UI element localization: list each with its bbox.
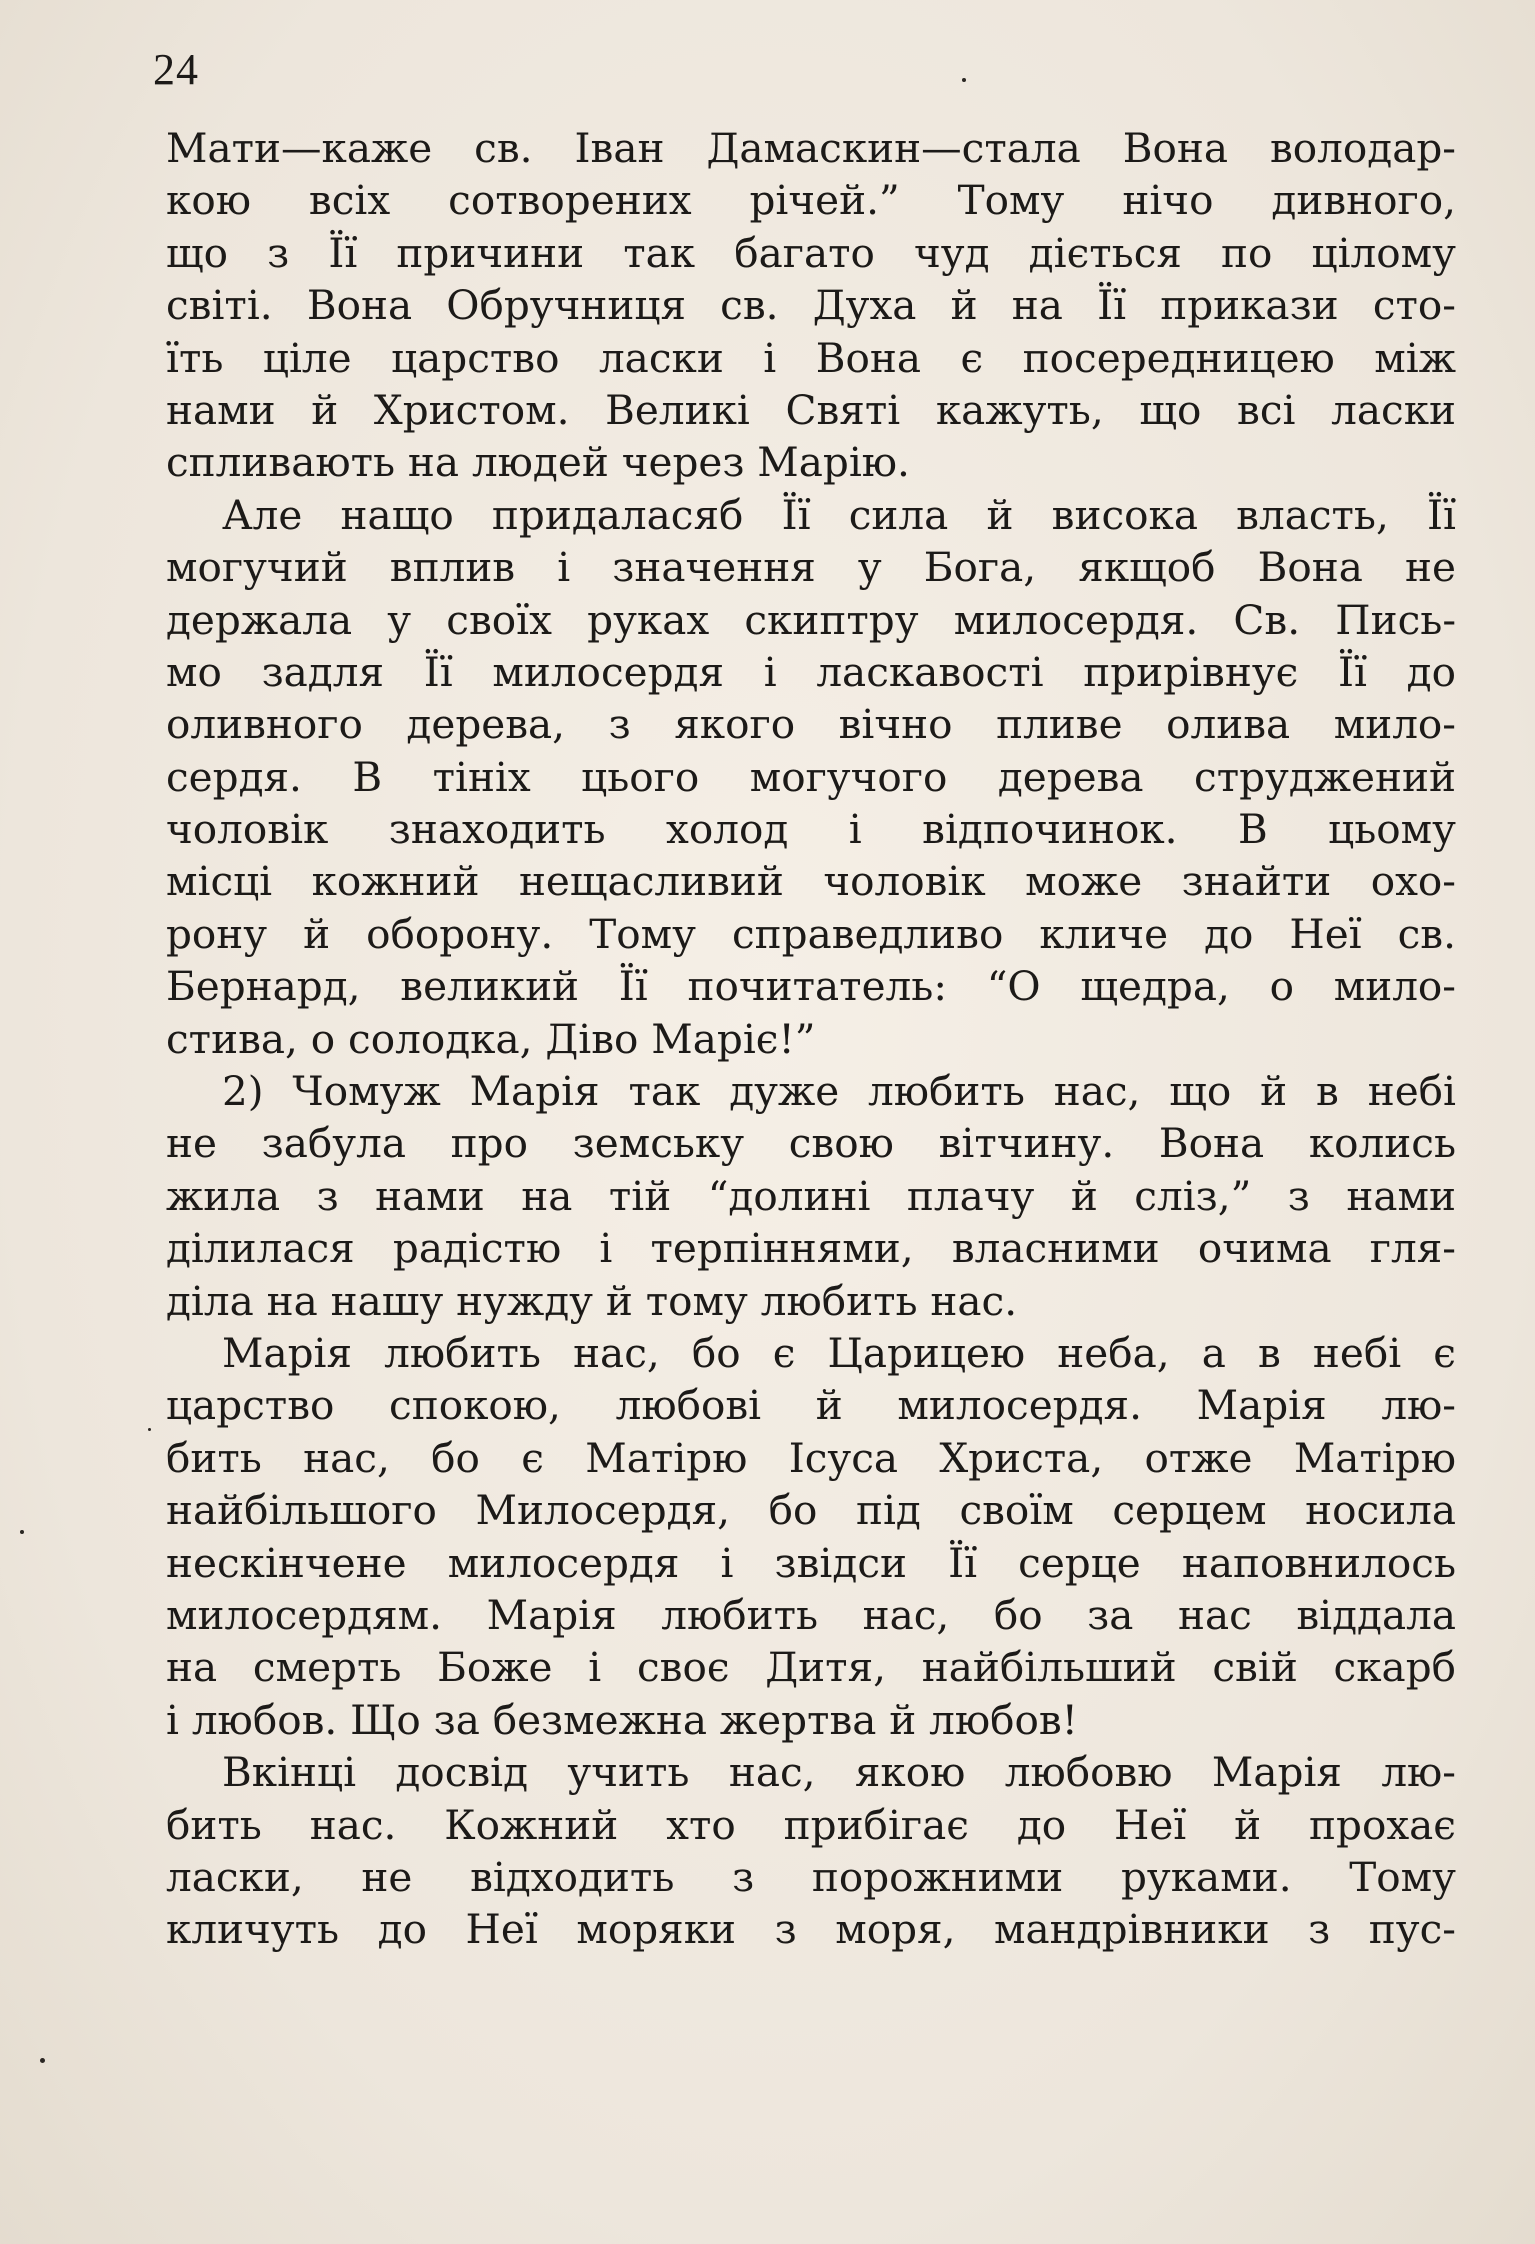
text-line: ділилася радістю і терпіннями, власними очима гля-: [166, 1224, 1456, 1273]
body-text: [166, 122, 1456, 1956]
text-line: кличуть до Неї моряки з моря, мандрівники з пус-: [166, 1905, 1456, 1954]
text-line: діла на нашу нужду й тому любить нас.: [166, 1276, 1018, 1325]
ink-speck: [148, 1428, 151, 1431]
text-line: місці кожний нещасливий чоловік може знайти охо-: [166, 857, 1456, 906]
text-line: нами й Христом. Великі Святі кажуть, що всі ласки: [166, 385, 1456, 434]
text-line: 2) Чомуж Марія так дуже любить нас, що й в небі: [222, 1067, 1456, 1116]
text-line: не забула про земську свою вітчину. Вона колись: [166, 1119, 1456, 1168]
ink-speck: [20, 1530, 24, 1534]
text-line: на смерть Боже і своє Дитя, найбільший свій скарб: [166, 1643, 1456, 1692]
text-line: світі. Вона Обручниця св. Духа й на Її прикази сто-: [166, 281, 1456, 330]
text-line: бить нас. Кожний хто прибігає до Неї й прохає: [166, 1800, 1456, 1849]
text-line: і любов. Що за безмежна жертва й любов!: [166, 1695, 1078, 1744]
ink-speck: [962, 78, 966, 82]
text-line: спливають на людей через Марію.: [166, 438, 910, 487]
text-line: рону й оборону. Тому справедливо кличе до Неї св.: [166, 909, 1456, 958]
text-line: Марія любить нас, бо є Царицею неба, а в небі є: [222, 1328, 1456, 1377]
text-line: могучий вплив і значення у Бога, якщоб Вона не: [166, 543, 1456, 592]
text-line: ласки, не відходить з порожними руками. Тому: [166, 1852, 1456, 1901]
ink-speck: [40, 2058, 45, 2063]
text-line: чоловік знаходить холод і відпочинок. В цьому: [166, 805, 1456, 854]
text-line: жила з нами на тій “долині плачу й сліз,” з нами: [166, 1171, 1456, 1220]
text-line: оливного дерева, з якого вічно пливе олива мило-: [166, 700, 1456, 749]
text-line: сердя. В тініх цього могучого дерева струджений: [166, 752, 1456, 801]
page-number: 24: [153, 45, 199, 94]
text-line: Але нащо придаласяб Її сила й висока власть, Її: [222, 490, 1456, 539]
text-line: кою всіх сотворених річей.” Тому нічо дивного,: [166, 176, 1456, 225]
text-line: стива, о солодка, Діво Маріє!”: [166, 1014, 816, 1063]
text-line: царство спокою, любові й милосердя. Марія лю-: [166, 1381, 1456, 1430]
text-line: Мати—каже св. Іван Дамаскин—стала Вона володар-: [166, 124, 1456, 172]
text-line: Бернард, великий Її почитатель: “О щедра, о мило-: [166, 962, 1456, 1011]
text-line: держала у своїх руках скиптру милосердя. Св. Пись-: [166, 595, 1456, 644]
text-line: їть ціле царство ласки і Вона є посередницею між: [166, 333, 1456, 382]
text-line: найбільшого Милосердя, бо під своїм серцем носила: [166, 1486, 1456, 1535]
text-line: нескінчене милосердя і звідси Її серце наповнилось: [166, 1538, 1456, 1587]
text-line: бить нас, бо є Матірю Ісуса Христа, отже Матірю: [166, 1433, 1456, 1482]
text-line: що з Її причини так багато чуд діється по цілому: [166, 228, 1456, 277]
text-line: мо задля Її милосердя і ласкавості прирівнує Її до: [166, 647, 1456, 696]
text-line: милосердям. Марія любить нас, бо за нас віддала: [166, 1590, 1456, 1639]
text-line: Вкінці досвід учить нас, якою любовю Марія лю-: [222, 1748, 1456, 1797]
